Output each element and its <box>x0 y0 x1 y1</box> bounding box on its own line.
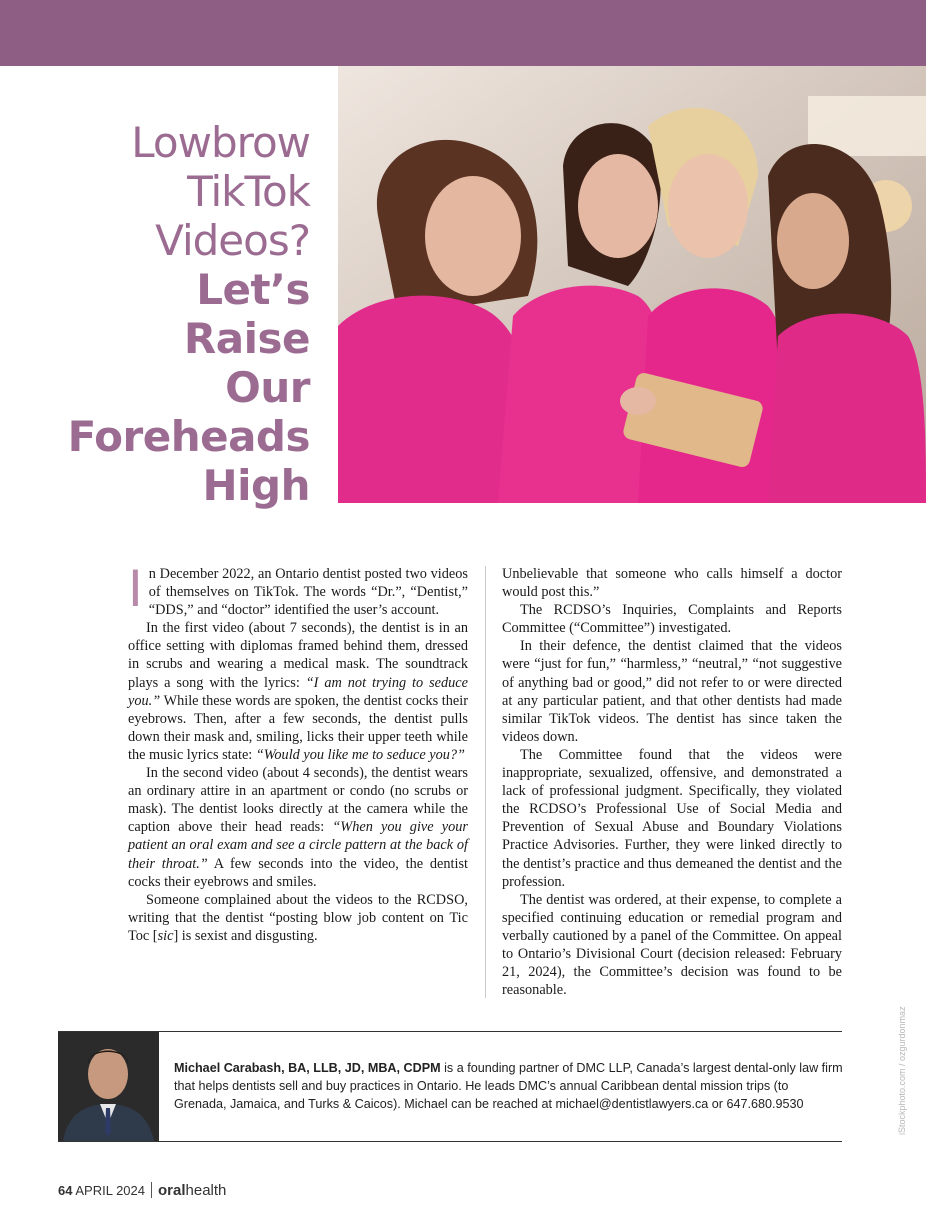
article-paragraph: The dentist was ordered, at their expense, to complete a specified continuing education or remedial program and verbally cautioned by a panel of the Committee. On appeal to Ontario’s Divisional Court (decision released: February 21, 2024), the Committee’s decision was found to be reasonable. <box>502 891 842 999</box>
author-portrait <box>58 1032 159 1141</box>
drop-cap: I <box>128 560 143 618</box>
headline-line-bold: Raise <box>183 314 310 363</box>
article-paragraph: The RCDSO’s Inquiries, Complaints and Reports Committee (“Committee”) investigated. <box>502 602 842 637</box>
author-name: Michael Carabash, BA, LLB, JD, MBA, CDPM <box>174 1061 441 1075</box>
article-paragraph: In December 2022, an Ontario dentist posted two videos of themselves on TikTok. The words “Dr.”, “Dentist,” “DDS,” and “doctor” identified the user’s account. <box>128 560 468 619</box>
article-paragraph: In the second video (about 4 seconds), the dentist wears an ordinary attire in an apartment or condo (no scrubs or mask). The dentist looks directly at the camera while the caption above their head reads: “When you give your patient an oral exam and see a circle pattern at the back of their throat.” A few seconds into the video, the dentist cocks their eyebrows and smiles. <box>128 765 469 890</box>
article-column-left <box>128 560 469 945</box>
headline-line: Lowbrow <box>131 118 310 167</box>
headline-line-bold: High <box>202 461 310 510</box>
article-paragraph: In the first video (about 7 seconds), the dentist is in an office setting with diplomas framed behind them, dressed in scrubs and wearing a medical mask. The soundtrack plays a song with the lyrics: “I am not trying to seduce you.” While these words are spoken, the dentist cocks their eyebrows. Then, after a few seconds, the dentist pulls down their mask and, smiling, licks their upper teeth while the music lyrics state: “Would you like me to seduce you?” <box>128 620 468 763</box>
issue-date: APRIL 2024 <box>75 1183 145 1198</box>
column-divider <box>485 566 486 998</box>
headline-line: Videos? <box>155 216 310 265</box>
article-paragraph: Unbelievable that someone who calls himself a doctor would post this.” <box>502 566 842 601</box>
headline-line-bold: Foreheads <box>67 412 310 461</box>
article-paragraph: Someone complained about the videos to the RCDSO, writing that the dentist “posting blow job content on Tic Toc [sic] is sexist and disgusting. <box>128 891 468 944</box>
magazine-brand-suffix: health <box>185 1182 227 1199</box>
author-bio-text: Michael Carabash, BA, LLB, JD, MBA, CDPM is a founding partner of DMC LLP, Canada’s largest dental-only law firm that helps dentists sell and buy practices in Ontario. He leads DMC’s annual Caribbean dental mission trips (to Grenada, Jamaica, and Turks & Caicos). Michael can be reached at michael@dentistlawyers.ca or 647.680.9530 <box>174 1061 843 1111</box>
headline-line: TikTok <box>187 167 310 216</box>
header-bar <box>0 0 926 66</box>
headline-line-bold: Our <box>225 363 310 412</box>
headline-line-bold: Let’s <box>196 265 310 314</box>
photo-credit: iStockphoto.com / ozgurdonmaz <box>897 1006 907 1135</box>
footer-separator <box>151 1182 152 1198</box>
page-footer <box>58 1182 226 1199</box>
article-paragraph: In their defence, the dentist claimed that the videos were “just for fun,” “harmless,” “neutral,” “not suggestive of anything bad or good,” did not refer to or were directed at any particular patient, and that other dentists had made similar TikTok videos. The dentist has since taken the videos down. <box>502 638 842 745</box>
article-headline <box>40 118 310 510</box>
page-number: 64 <box>58 1183 73 1198</box>
article-photo <box>338 66 926 503</box>
magazine-brand: oral <box>158 1182 186 1199</box>
article-column-right <box>502 565 842 999</box>
article-paragraph: The Committee found that the videos were inappropriate, sexualized, offensive, and demonstrated a lack of professional judgment. Specifically, they violated the RCDSO’s Professional Use of Social Media and Prevention of Sexual Abuse and Boundary Violations Practice Advisories. Further, they were linked directly to the dentist’s practice and thus demeaned the dentist and the profession. <box>502 746 842 890</box>
author-bio <box>58 1031 842 1142</box>
